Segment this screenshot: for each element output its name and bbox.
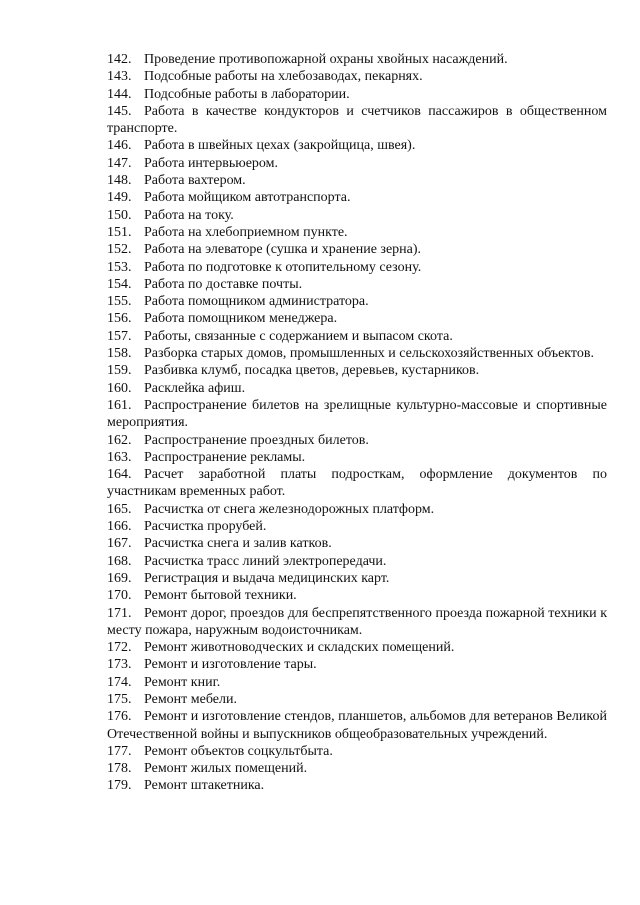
item-text: Расчистка снега и залив катков. bbox=[144, 536, 332, 552]
list-item bbox=[107, 103, 607, 138]
item-number: 145. bbox=[107, 103, 132, 119]
item-text: Работа интервьюером. bbox=[144, 155, 279, 171]
item-number: 161. bbox=[107, 397, 132, 413]
item-number: 174. bbox=[107, 674, 132, 690]
item-number: 171. bbox=[107, 605, 132, 621]
item-text: Расчистка трасс линий электропередачи. bbox=[144, 553, 387, 569]
list-item bbox=[107, 328, 607, 345]
list-item bbox=[107, 310, 607, 327]
list-item bbox=[107, 224, 607, 241]
item-text: Работа по подготовке к отопительному сезону. bbox=[144, 259, 422, 275]
item-text: Подсобные работы на хлебозаводах, пекарнях. bbox=[144, 69, 423, 85]
document-page bbox=[107, 51, 607, 795]
list-item bbox=[107, 189, 607, 206]
list-item bbox=[107, 760, 607, 777]
item-text: Разбивка клумб, посадка цветов, деревьев, кустарников. bbox=[144, 363, 480, 379]
item-text: Ремонт животноводческих и складских помещений. bbox=[144, 640, 455, 656]
list-item bbox=[107, 207, 607, 224]
item-number: 169. bbox=[107, 570, 132, 586]
list-item bbox=[107, 241, 607, 258]
item-text: Расклейка афиш. bbox=[144, 380, 246, 396]
item-text: Ремонт книг. bbox=[144, 674, 221, 690]
item-number: 151. bbox=[107, 224, 132, 240]
item-number: 177. bbox=[107, 743, 132, 759]
item-number: 150. bbox=[107, 207, 132, 223]
item-number: 160. bbox=[107, 380, 132, 396]
item-number: 173. bbox=[107, 657, 132, 673]
item-text: Разборка старых домов, промышленных и сельскохозяйственных объектов. bbox=[144, 346, 594, 362]
item-text: Ремонт жилых помещений. bbox=[144, 761, 308, 777]
item-number: 152. bbox=[107, 242, 132, 258]
list-item bbox=[107, 691, 607, 708]
list-item bbox=[107, 570, 607, 587]
list-item bbox=[107, 674, 607, 691]
list-item bbox=[107, 68, 607, 85]
item-number: 144. bbox=[107, 86, 132, 102]
item-text: Ремонт бытовой техники. bbox=[144, 588, 297, 604]
item-text: Распространение проездных билетов. bbox=[144, 432, 369, 448]
item-text: Распространение рекламы. bbox=[144, 449, 306, 465]
item-text: Работа вахтером. bbox=[144, 173, 246, 189]
item-number: 168. bbox=[107, 553, 132, 569]
item-text: Расчистка прорубей. bbox=[144, 519, 267, 535]
item-number: 164. bbox=[107, 467, 132, 483]
item-text: Проведение противопожарной охраны хвойных насаждений. bbox=[144, 52, 508, 67]
item-number: 166. bbox=[107, 519, 132, 535]
list-item bbox=[107, 777, 607, 794]
item-text: Работы, связанные с содержанием и выпасом скота. bbox=[144, 328, 453, 344]
item-number: 179. bbox=[107, 778, 132, 794]
list-item bbox=[107, 587, 607, 604]
item-number: 176. bbox=[107, 709, 132, 725]
item-number: 170. bbox=[107, 588, 132, 604]
item-number: 149. bbox=[107, 190, 132, 206]
item-number: 156. bbox=[107, 311, 132, 327]
item-text: Работа в качестве кондукторов и счетчиков пассажиров в общественном транспорте. bbox=[107, 103, 607, 137]
item-number: 154. bbox=[107, 276, 132, 292]
item-number: 165. bbox=[107, 501, 132, 517]
item-number: 175. bbox=[107, 691, 132, 707]
item-text: Ремонт и изготовление тары. bbox=[144, 657, 317, 673]
item-text: Работа на хлебоприемном пункте. bbox=[144, 224, 348, 240]
item-number: 157. bbox=[107, 328, 132, 344]
item-text: Подсобные работы в лаборатории. bbox=[144, 86, 350, 102]
list-item bbox=[107, 86, 607, 103]
item-number: 172. bbox=[107, 640, 132, 656]
list-item bbox=[107, 51, 607, 68]
item-text: Работа в швейных цехах (закройщица, швея). bbox=[144, 138, 416, 154]
item-text: Расчистка от снега железнодорожных платформ. bbox=[144, 501, 435, 517]
list-item bbox=[107, 380, 607, 397]
list-item bbox=[107, 293, 607, 310]
list-item bbox=[107, 535, 607, 552]
list-item bbox=[107, 605, 607, 640]
list-item bbox=[107, 276, 607, 293]
item-text: Расчет заработной платы подросткам, оформление документов по участникам временных работ. bbox=[107, 467, 607, 500]
list-item bbox=[107, 362, 607, 379]
item-text: Ремонт штакетника. bbox=[144, 778, 265, 794]
list-item bbox=[107, 743, 607, 760]
list-item bbox=[107, 708, 607, 743]
item-text: Ремонт объектов соцкультбыта. bbox=[144, 743, 333, 759]
item-text: Работа помощником администратора. bbox=[144, 294, 369, 310]
item-text: Работа помощником менеджера. bbox=[144, 311, 338, 327]
item-text: Распространение билетов на зрелищные культурно-массовые и спортивные мероприятия. bbox=[107, 397, 607, 431]
item-text: Регистрация и выдача медицинских карт. bbox=[144, 570, 390, 586]
item-text: Ремонт мебели. bbox=[144, 691, 237, 707]
item-text: Работа на току. bbox=[144, 207, 234, 223]
list-item bbox=[107, 345, 607, 362]
item-number: 147. bbox=[107, 155, 132, 171]
item-number: 146. bbox=[107, 138, 132, 154]
list-item bbox=[107, 553, 607, 570]
item-number: 142. bbox=[107, 52, 132, 67]
item-text: Работа мойщиком автотранспорта. bbox=[144, 190, 351, 206]
list-item bbox=[107, 449, 607, 466]
list-item bbox=[107, 639, 607, 656]
list-item bbox=[107, 155, 607, 172]
item-number: 162. bbox=[107, 432, 132, 448]
list-item bbox=[107, 172, 607, 189]
list-item bbox=[107, 466, 607, 501]
item-number: 155. bbox=[107, 294, 132, 310]
item-number: 158. bbox=[107, 346, 132, 362]
item-number: 148. bbox=[107, 173, 132, 189]
list-item bbox=[107, 656, 607, 673]
list-item bbox=[107, 518, 607, 535]
item-text: Ремонт и изготовление стендов, планшетов, альбомов для ветеранов Великой Отечественной войны и выпускников общеобразовательных учреждений. bbox=[107, 709, 607, 742]
item-text: Ремонт дорог, проездов для беспрепятственного проезда пожарной техники к месту пожара, наружным водоисточникам. bbox=[107, 605, 607, 638]
item-number: 178. bbox=[107, 761, 132, 777]
item-number: 163. bbox=[107, 449, 132, 465]
list-item bbox=[107, 259, 607, 276]
item-text: Работа по доставке почты. bbox=[144, 276, 303, 292]
item-text: Работа на элеваторе (сушка и хранение зерна). bbox=[144, 242, 422, 258]
list-item bbox=[107, 397, 607, 432]
item-number: 167. bbox=[107, 536, 132, 552]
list-item bbox=[107, 432, 607, 449]
list-item bbox=[107, 137, 607, 154]
item-number: 159. bbox=[107, 363, 132, 379]
list-item bbox=[107, 501, 607, 518]
item-number: 153. bbox=[107, 259, 132, 275]
item-number: 143. bbox=[107, 69, 132, 85]
